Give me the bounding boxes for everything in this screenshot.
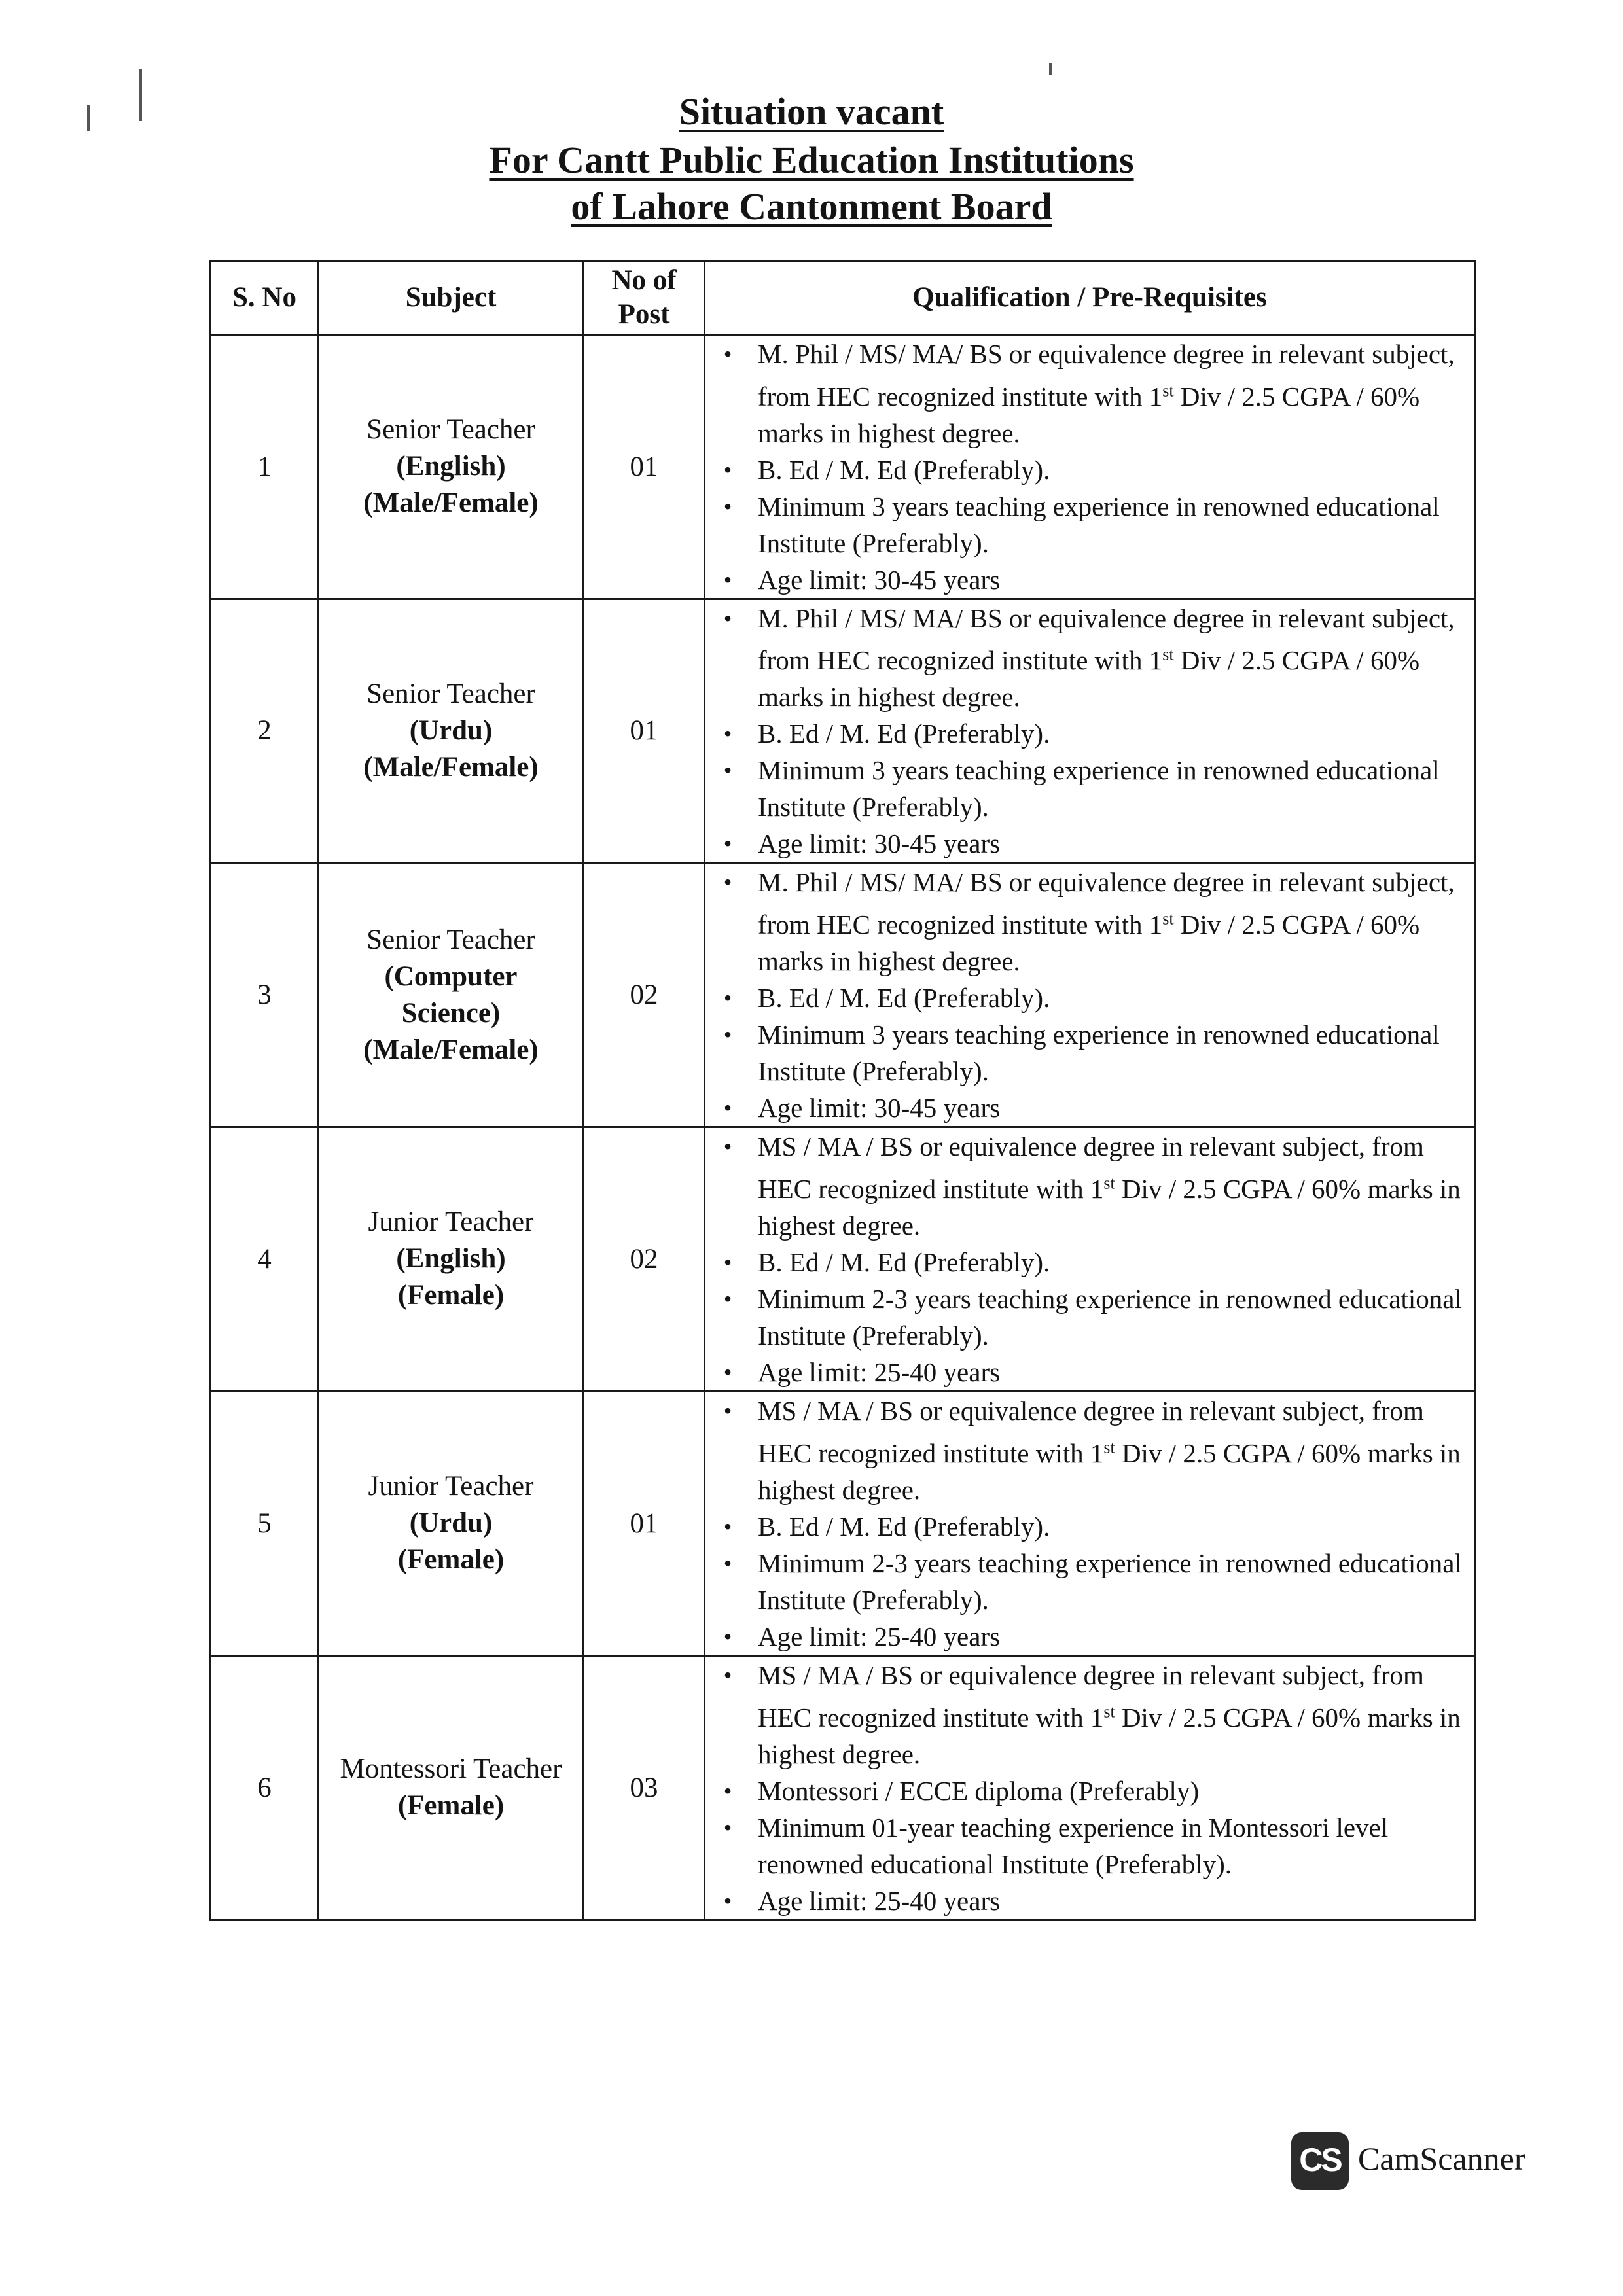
- number-of-posts-cell: 01: [584, 1391, 705, 1655]
- qualification-text: Minimum 2-3 years teaching experience in renowned educational Institute (Preferably).: [758, 1547, 1462, 1615]
- vacancy-table-body: [211, 335, 1475, 1920]
- qualification-text: Minimum 3 years teaching experience in renowned educational Institute (Preferably).: [758, 755, 1440, 822]
- qualification-text: B. Ed / M. Ed (Preferably).: [758, 718, 1050, 749]
- qualification-text: MS / MA / BS or equivalence degree in relevant subject, from HEC recognized institute with 1st Div / 2.5 CGPA / 60% marks in highest degree.: [758, 1396, 1461, 1505]
- qualification-text: Age limit: 30-45 years: [758, 564, 1001, 595]
- qualification-item: [705, 752, 1474, 825]
- qualification-item: [705, 1089, 1474, 1126]
- qualification-text: Minimum 3 years teaching experience in renowned educational Institute (Preferably).: [758, 491, 1440, 558]
- bullet-icon: •: [723, 566, 732, 593]
- bullet-icon: •: [723, 1887, 732, 1914]
- scan-mark: [1049, 63, 1052, 75]
- bullet-icon: •: [723, 493, 732, 520]
- serial-number-cell: 3: [211, 863, 319, 1127]
- subject-detail: (Urdu): [409, 715, 493, 746]
- qualification-text: Minimum 3 years teaching experience in renowned educational Institute (Preferably).: [758, 1019, 1440, 1086]
- qualification-item: [705, 1618, 1474, 1655]
- page-title: Situation vacant: [679, 90, 944, 133]
- serial-number-cell: 4: [211, 1127, 319, 1391]
- camscanner-logo-text: CS: [1299, 2142, 1341, 2178]
- column-header-qualification: Qualification / Pre-Requisites: [705, 261, 1475, 335]
- bullet-icon: •: [723, 869, 732, 896]
- number-of-posts-cell: 01: [584, 335, 705, 599]
- serial-number-cell: 2: [211, 599, 319, 863]
- qualification-cell: [705, 1391, 1475, 1655]
- serial-number-cell: 1: [211, 335, 319, 599]
- column-header-posts: No of Post: [584, 261, 705, 335]
- qualification-item: [705, 1354, 1474, 1390]
- bullet-icon: •: [723, 1398, 732, 1424]
- bullet-icon: •: [723, 757, 732, 784]
- qualification-list: [705, 864, 1474, 1126]
- bullet-icon: •: [723, 1285, 732, 1312]
- qualification-list: [705, 1392, 1474, 1655]
- subject-cell: [319, 1127, 584, 1391]
- qualification-list: [705, 1128, 1474, 1390]
- page-subtitle-organization: of Lahore Cantonment Board: [571, 185, 1052, 228]
- bullet-icon: •: [723, 341, 732, 367]
- subject-title: Senior Teacher: [366, 414, 535, 446]
- subject-cell: [319, 599, 584, 863]
- qualification-cell: [705, 1127, 1475, 1391]
- table-row: [211, 1127, 1475, 1391]
- qualification-item: [705, 1392, 1474, 1508]
- table-row: [211, 335, 1475, 599]
- subject-detail: Science): [401, 997, 501, 1029]
- vacancy-table: [209, 260, 1476, 1921]
- subject-detail: (Female): [397, 1544, 505, 1576]
- qualification-text: Age limit: 30-45 years: [758, 828, 1001, 859]
- number-of-posts-cell: 02: [584, 1127, 705, 1391]
- page-subtitle: For Cantt Public Education Institutions: [489, 139, 1134, 181]
- subject-title: Senior Teacher: [366, 924, 535, 955]
- table-header-row: [211, 261, 1475, 335]
- bullet-icon: •: [723, 1248, 732, 1275]
- bullet-icon: •: [723, 1133, 732, 1160]
- qualification-item: [705, 1016, 1474, 1089]
- qualification-list: [705, 1657, 1474, 1919]
- table-row: [211, 1655, 1475, 1920]
- serial-number-cell: 6: [211, 1655, 319, 1920]
- qualification-text: MS / MA / BS or equivalence degree in relevant subject, from HEC recognized institute with 1st Div / 2.5 CGPA / 60% marks in highest degree.: [758, 1131, 1461, 1241]
- column-header-sno: S. No: [211, 261, 319, 335]
- qualification-cell: [705, 335, 1475, 599]
- qualification-text: B. Ed / M. Ed (Preferably).: [758, 982, 1050, 1013]
- bullet-icon: •: [723, 605, 732, 631]
- qualification-item: [705, 980, 1474, 1016]
- qualification-item: [705, 1280, 1474, 1354]
- bullet-icon: •: [723, 1814, 732, 1841]
- qualification-text: Age limit: 25-40 years: [758, 1885, 1001, 1916]
- qualification-cell: [705, 599, 1475, 863]
- qualification-item: [705, 1128, 1474, 1244]
- bullet-icon: •: [723, 1021, 732, 1048]
- subject-detail: (Computer: [384, 961, 518, 992]
- bullet-icon: •: [723, 1094, 732, 1121]
- qualification-item: [705, 1773, 1474, 1809]
- qualification-item: [705, 864, 1474, 980]
- number-of-posts-cell: 01: [584, 599, 705, 863]
- qualification-item: [705, 488, 1474, 561]
- subject-detail: (Female): [397, 1790, 505, 1822]
- bullet-icon: •: [723, 456, 732, 483]
- qualification-cell: [705, 863, 1475, 1127]
- qualification-item: [705, 1657, 1474, 1773]
- qualification-text: Minimum 01-year teaching experience in Montessori level renowned educational Institute (Preferably).: [758, 1812, 1389, 1879]
- bullet-icon: •: [723, 720, 732, 747]
- qualification-cell: [705, 1655, 1475, 1920]
- subject-title: Junior Teacher: [368, 1471, 534, 1502]
- subject-detail: (English): [396, 451, 506, 482]
- qualification-text: B. Ed / M. Ed (Preferably).: [758, 1246, 1050, 1277]
- subject-detail: (Male/Female): [363, 1034, 539, 1065]
- camscanner-label: CamScanner: [1358, 2140, 1525, 2177]
- qualification-text: M. Phil / MS/ MA/ BS or equivalence degree in relevant subject, from HEC recognized institute with 1st Div / 2.5 CGPA / 60% marks in highest degree.: [758, 339, 1455, 448]
- qualification-item: [705, 451, 1474, 488]
- qualification-item: [705, 1809, 1474, 1882]
- bullet-icon: •: [723, 1549, 732, 1576]
- bullet-icon: •: [723, 1623, 732, 1650]
- subject-title: Junior Teacher: [368, 1207, 534, 1238]
- subject-title: Senior Teacher: [366, 678, 535, 709]
- qualification-item: [705, 715, 1474, 752]
- subject-title: Montessori Teacher: [340, 1754, 562, 1785]
- qualification-item: [705, 561, 1474, 598]
- qualification-item: [705, 825, 1474, 862]
- qualification-text: B. Ed / M. Ed (Preferably).: [758, 1511, 1050, 1542]
- qualification-item: [705, 1508, 1474, 1545]
- qualification-text: Age limit: 25-40 years: [758, 1356, 1001, 1387]
- table-row: [211, 599, 1475, 863]
- subject-cell: [319, 1391, 584, 1655]
- bullet-icon: •: [723, 1777, 732, 1804]
- qualification-item: [705, 1545, 1474, 1618]
- subject-detail: (Male/Female): [363, 751, 539, 783]
- bullet-icon: •: [723, 830, 732, 857]
- bullet-icon: •: [723, 1358, 732, 1385]
- qualification-text: B. Ed / M. Ed (Preferably).: [758, 454, 1050, 485]
- bullet-icon: •: [723, 1513, 732, 1540]
- table-row: [211, 863, 1475, 1127]
- qualification-item: [705, 600, 1474, 716]
- bullet-icon: •: [723, 1661, 732, 1688]
- subject-cell: [319, 1655, 584, 1920]
- serial-number-cell: 5: [211, 1391, 319, 1655]
- qualification-list: [705, 600, 1474, 862]
- qualification-item: [705, 1882, 1474, 1919]
- qualification-item: [705, 1244, 1474, 1280]
- column-header-subject: Subject: [319, 261, 584, 335]
- qualification-text: Montessori / ECCE diploma (Preferably): [758, 1775, 1200, 1806]
- table-row: [211, 1391, 1475, 1655]
- camscanner-logo: [1291, 2132, 1349, 2190]
- number-of-posts-cell: 03: [584, 1655, 705, 1920]
- subject-detail: (Female): [397, 1280, 505, 1311]
- qualification-item: [705, 336, 1474, 451]
- subject-detail: (Urdu): [409, 1508, 493, 1539]
- qualification-text: MS / MA / BS or equivalence degree in relevant subject, from HEC recognized institute with 1st Div / 2.5 CGPA / 60% marks in highest degree.: [758, 1659, 1461, 1769]
- qualification-text: Minimum 2-3 years teaching experience in renowned educational Institute (Preferably).: [758, 1283, 1462, 1351]
- qualification-text: M. Phil / MS/ MA/ BS or equivalence degree in relevant subject, from HEC recognized institute with 1st Div / 2.5 CGPA / 60% marks in highest degree.: [758, 603, 1455, 713]
- number-of-posts-cell: 02: [584, 863, 705, 1127]
- subject-cell: [319, 335, 584, 599]
- subject-detail: (English): [396, 1243, 506, 1275]
- qualification-text: M. Phil / MS/ MA/ BS or equivalence degree in relevant subject, from HEC recognized institute with 1st Div / 2.5 CGPA / 60% marks in highest degree.: [758, 867, 1455, 976]
- bullet-icon: •: [723, 984, 732, 1011]
- qualification-text: Age limit: 30-45 years: [758, 1092, 1001, 1123]
- subject-detail: (Male/Female): [363, 487, 539, 519]
- subject-cell: [319, 863, 584, 1127]
- qualification-text: Age limit: 25-40 years: [758, 1621, 1001, 1651]
- qualification-list: [705, 336, 1474, 598]
